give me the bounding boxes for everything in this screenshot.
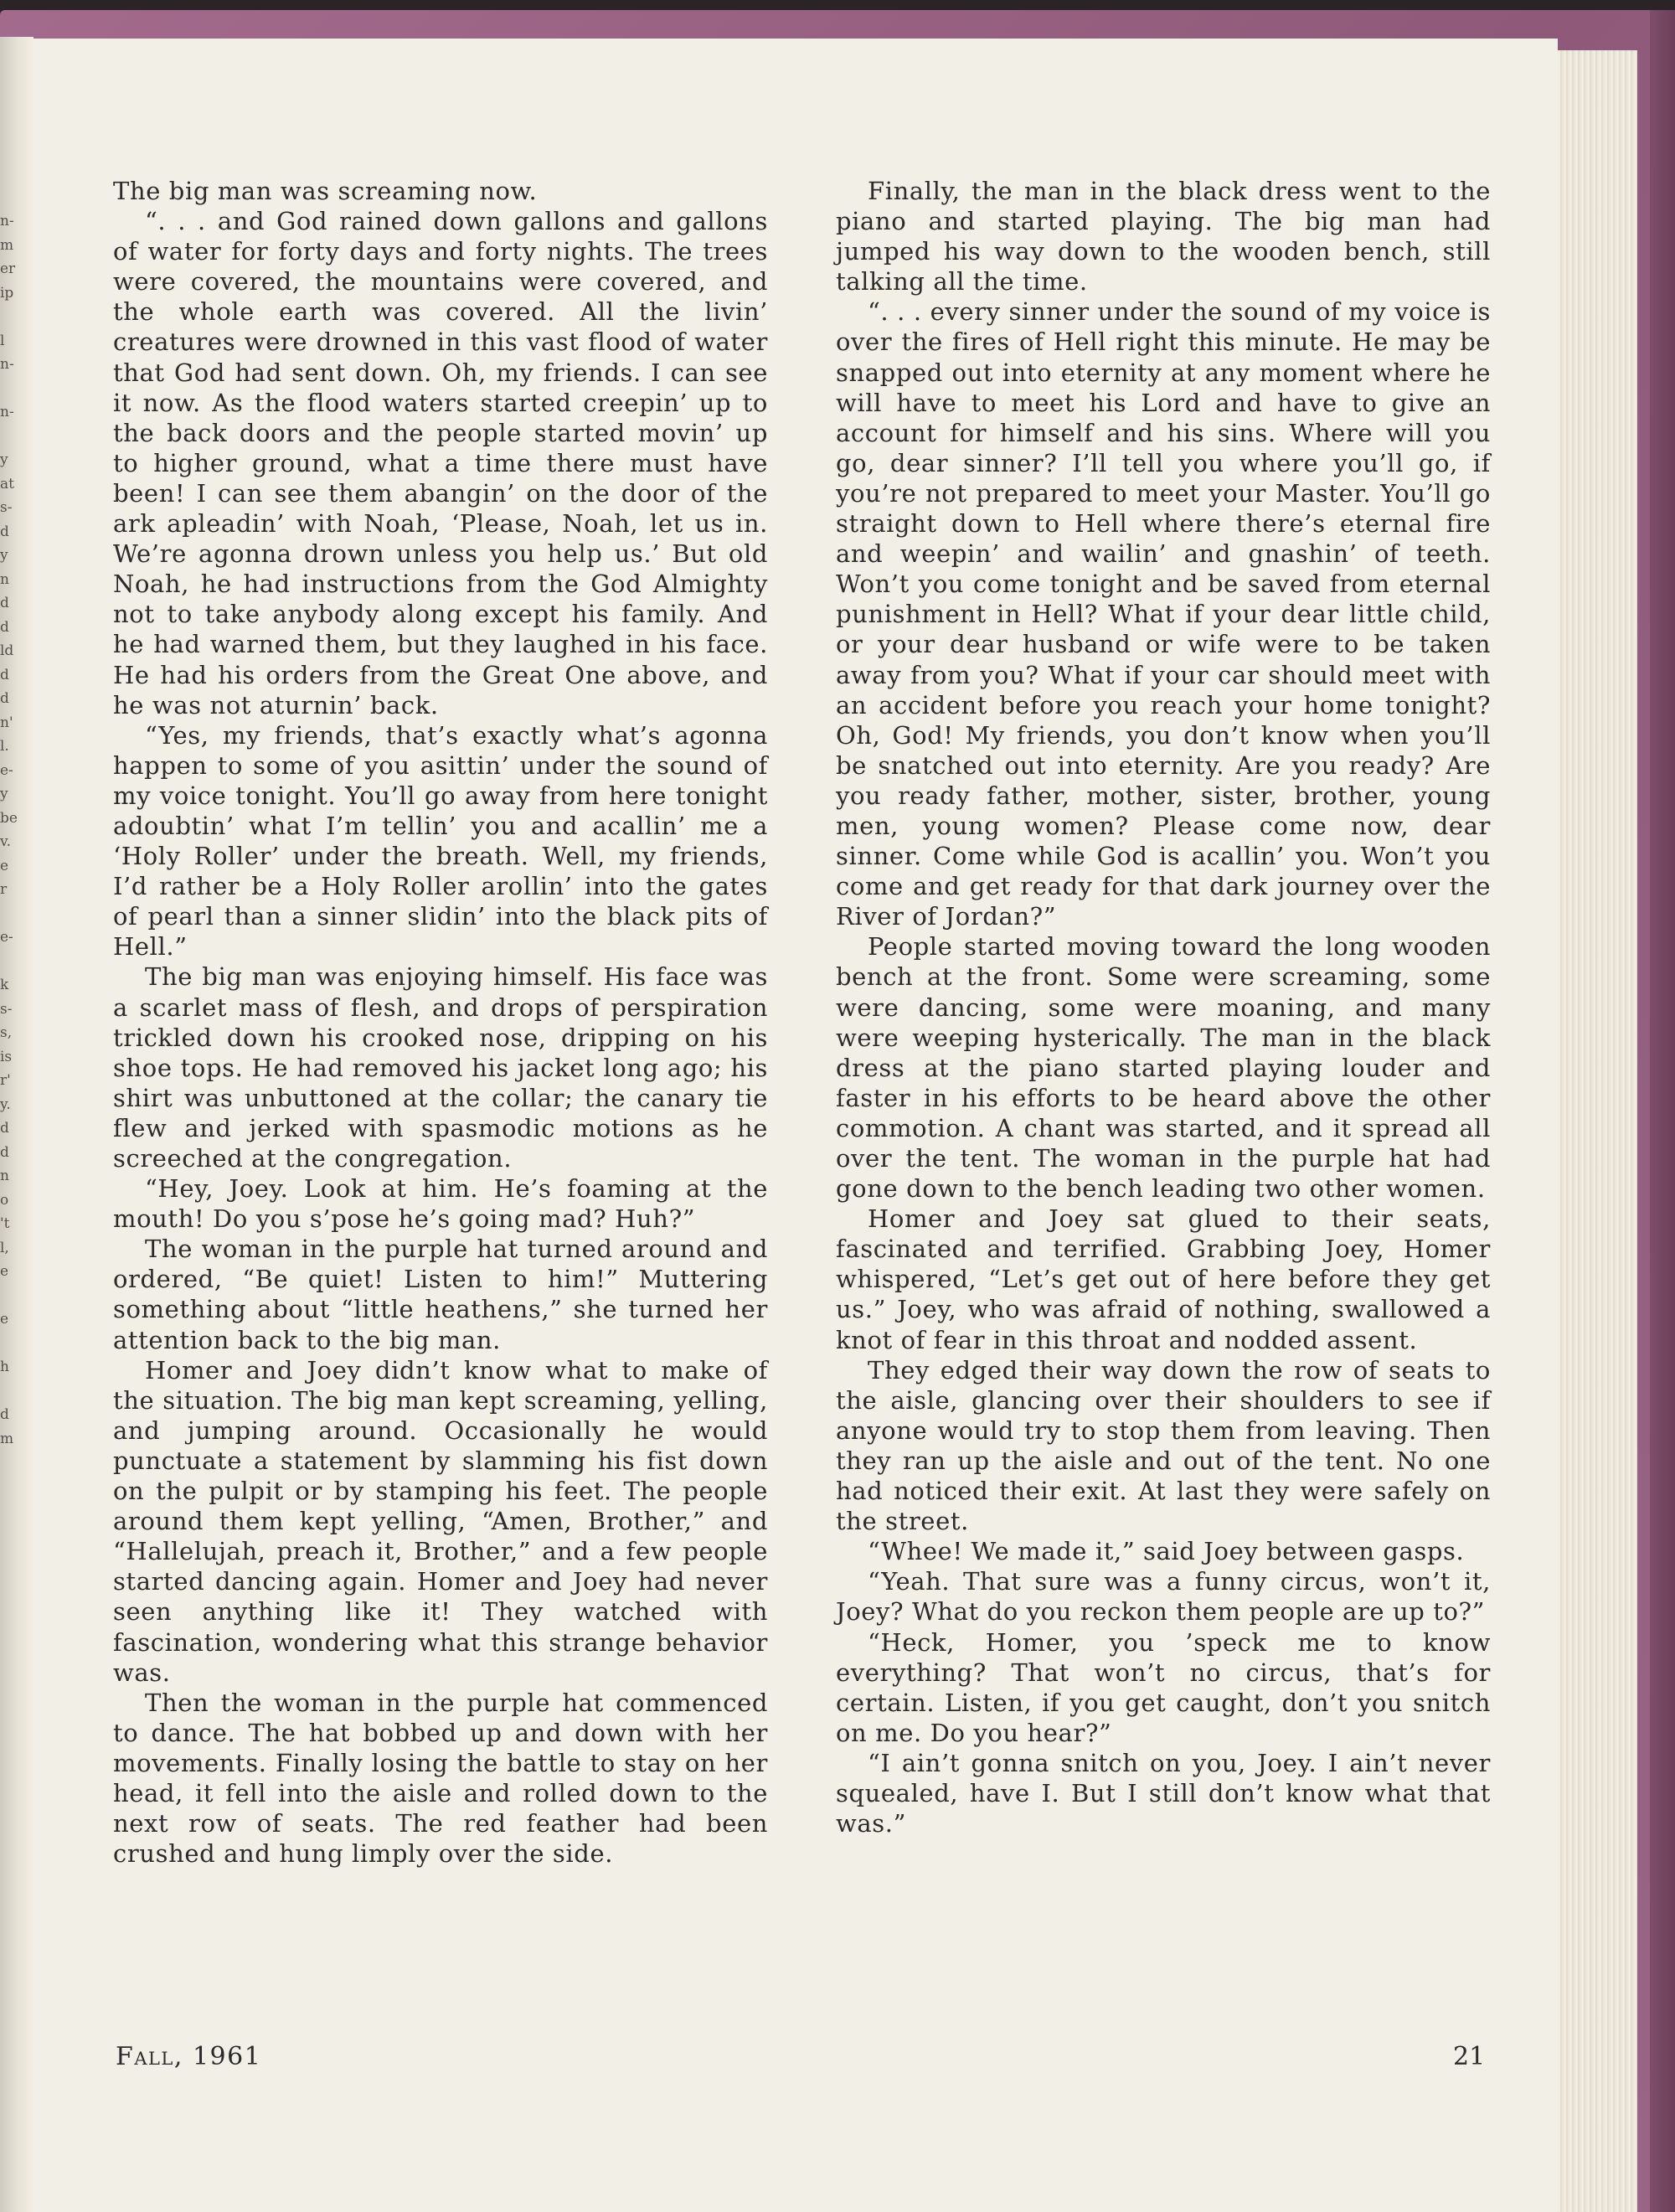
gutter-fragment: n- bbox=[0, 356, 14, 373]
gutter-fragment: y. bbox=[0, 1096, 11, 1113]
gutter-fragment bbox=[0, 377, 25, 401]
facing-page-text-fragments bbox=[0, 209, 25, 1451]
gutter-fragment: d bbox=[0, 523, 9, 540]
gutter-fragment: ip bbox=[0, 284, 14, 302]
paragraph: “Yeah. That sure was a funny circus, won’t it, Joey? What do you reckon them people are up to?” bbox=[836, 1567, 1491, 1627]
paragraph: “. . . and God rained down gallons and gallons of water for forty days and forty nights. The trees were covered, the mountains were covered, and the whole earth was covered. All the livin’ creatures were drowned in this vast flood of water that God had sent down. Oh, my friends. I can see it now. As the flood waters started creepin’ up to the back doors and the people started movin’ up to higher ground, what a time there must have been! I can see them abangin’ on the door of the ark apleadin’ with Noah, ‘Please, Noah, let us in. We’re agonna drown unless you help us.’ But old Noah, he had instructions from the God Almighty not to take anybody along except his family. And he had warned them, but they laughed in his face. He had his orders from the Great One above, and he was not aturnin’ back. bbox=[113, 207, 768, 719]
gutter-fragment: d bbox=[0, 1120, 9, 1137]
paragraph: People started moving toward the long wooden bench at the front. Some were screaming, some were dancing, some were moaning, and many were weeping hysterically. The man in the black dress at the piano started playing louder and faster in his efforts to be heard above the other commotion. A chant was started, and it spread all over the tent. The woman in the purple hat had gone down to the bench leading two other women. bbox=[836, 932, 1491, 1204]
gutter-fragment: e bbox=[0, 1311, 9, 1328]
paragraph: Finally, the man in the black dress went to the piano and started playing. The big man had jumped his way down to the wooden bench, still talking all the time. bbox=[836, 177, 1491, 296]
gutter-fragment: n- bbox=[0, 213, 14, 229]
paragraph: Then the woman in the purple hat commenced to dance. The hat bobbed up and down with her movements. Finally losing the battle to stay on her head, it fell into the aisle and rolled down to the next row of seats. The red feather had been crushed and hung limply over the side. bbox=[113, 1688, 768, 1869]
gutter-fragment bbox=[0, 902, 25, 926]
paragraph: The woman in the purple hat turned around and ordered, “Be quiet! Listen to him!” Muttering something about “little heathens,” she turned her attention back to the big man. bbox=[113, 1235, 768, 1354]
gutter-fragment: d bbox=[0, 595, 9, 611]
gutter-fragment: s, bbox=[0, 1024, 13, 1041]
gutter-fragment: l, bbox=[0, 1239, 9, 1256]
paragraph: “. . . every sinner under the sound of my voice is over the fires of Hell right this minute. He may be snapped out into eternity at any moment where he will have to meet his Lord and have to give an account for himself and his sins. Where will you go, dear sinner? I’ll tell you where you’ll go, if you’re not prepared to meet your Master. You’ll go straight down to Hell where there’s eternal fire and weepin’ and wailin’ and gnashin’ of teeth. Won’t you come tonight and be saved from eternal punishment in Hell? What if your dear little child, or your dear husband or wife were to be taken away from you? What if your car should meet with an accident before you reach your home tonight? Oh, God! My friends, you don’t know when you’ll be snatched out into eternity. Are you ready? Are you ready father, mother, sister, brother, young men, young women? Please come now, dear sinner. Come while God is acallin’ you. Won’t you come and get ready for that dark journey over the River of Jordan?” bbox=[836, 297, 1491, 931]
paragraph: Homer and Joey didn’t know what to make of the situation. The big man kept screaming, yelling, and jumping around. Occasionally he would punctuate a statement by slamming his fist down on the pulpit or by stamping his feet. The people around them kept yelling, “Amen, Brother,” and “Hallelujah, preach it, Brother,” and a few people started dancing again. Homer and Joey had never seen anything like it! They watched with fascination, wondering what this strange behavior was. bbox=[113, 1355, 768, 1687]
gutter-fragment: s- bbox=[0, 1000, 13, 1018]
gutter-fragment: e- bbox=[0, 761, 13, 779]
gutter-fragment: at bbox=[0, 475, 14, 492]
gutter-fragment bbox=[0, 1379, 25, 1404]
gutter-fragment: 't bbox=[0, 1215, 10, 1232]
issue-footer: Fall, 1961 bbox=[116, 2042, 262, 2071]
gutter-fragment: n bbox=[0, 1168, 9, 1184]
cover-edge bbox=[1650, 10, 1675, 2212]
gutter-fragment: e bbox=[0, 857, 9, 874]
gutter-fragment: is bbox=[0, 1048, 13, 1065]
gutter-fragment: k bbox=[0, 977, 9, 993]
gutter-fragment: l bbox=[0, 332, 5, 349]
gutter-fragment: y bbox=[0, 547, 8, 564]
page-number: 21 bbox=[1453, 2042, 1486, 2071]
gutter-fragment: e- bbox=[0, 929, 13, 946]
paragraph: “Yes, my friends, that’s exactly what’s agonna happen to some of you asittin’ under the sound of my voice tonight. You’ll go away from here tonight adoubtin’ what I’m tellin’ you and acallin’ me a ‘Holy Roller’ under the breath. Well, my friends, I’d rather be a Holy Roller arollin’ into the gates of pearl than a sinner slidin’ into the black pits of Hell.” bbox=[113, 720, 768, 962]
right-column bbox=[836, 176, 1491, 1838]
gutter-fragment: d bbox=[0, 1143, 9, 1161]
gutter-fragment: v. bbox=[0, 833, 11, 850]
left-column bbox=[113, 176, 768, 1869]
gutter-fragment: n' bbox=[0, 714, 13, 731]
gutter-fragment: be bbox=[0, 809, 18, 827]
gutter-fragment: y bbox=[0, 786, 8, 802]
paragraph: “Heck, Homer, you ’speck me to know everything? That won’t no circus, that’s for certain. Listen, if you get caught, don’t you snitch on me. Do you hear?” bbox=[836, 1627, 1491, 1747]
gutter-fragment: s- bbox=[0, 499, 13, 516]
paragraph: They edged their way down the row of seats to the aisle, glancing over their shoulders to see if anyone would try to stop them from leaving. Then they ran up the aisle and out of the tent. No one had noticed their exit. At last they were safely on the street. bbox=[836, 1355, 1491, 1536]
gutter-fragment: r' bbox=[0, 1072, 11, 1089]
gutter-fragment bbox=[0, 1284, 25, 1308]
gutter-fragment: e bbox=[0, 1263, 9, 1280]
gutter-fragment: r bbox=[0, 881, 8, 898]
gutter-fragment: n- bbox=[0, 404, 14, 420]
gutter-fragment: l. bbox=[0, 738, 9, 755]
paragraph: Homer and Joey sat glued to their seats, fascinated and terrified. Grabbing Joey, Homer whispered, “Let’s get out of here before they get us.” Joey, who was afraid of nothing, swallowed a knot of fear in this throat and nodded assent. bbox=[836, 1204, 1491, 1354]
gutter-fragment: o bbox=[0, 1191, 9, 1209]
gutter-fragment: d bbox=[0, 1406, 9, 1423]
gutter-fragment bbox=[0, 305, 25, 329]
paragraph: The big man was enjoying himself. His face was a scarlet mass of flesh, and drops of perspiration trickled down his crooked nose, dripping on his shoe tops. He had removed his jacket long ago; his shirt was unbuttoned at the collar; the canary tie flew and jerked with spasmodic motions as he screeched at the congregation. bbox=[113, 962, 768, 1173]
paragraph: The big man was screaming now. bbox=[113, 177, 538, 205]
gutter-fragment: d bbox=[0, 690, 9, 707]
paragraph: “Hey, Joey. Look at him. He’s foaming at the mouth! Do you s’pose he’s going mad? Huh?” bbox=[113, 1174, 768, 1234]
gutter-fragment: m bbox=[0, 1430, 14, 1447]
gutter-fragment: d bbox=[0, 618, 9, 636]
gutter-fragment bbox=[0, 950, 25, 974]
paragraph: “I ain’t gonna snitch on you, Joey. I ain’t never squealed, have I. But I still don’t know what that was.” bbox=[836, 1748, 1491, 1838]
gutter-fragment: y bbox=[0, 451, 8, 468]
gutter-fragment: n bbox=[0, 570, 9, 588]
paragraph: “Whee! We made it,” said Joey between gasps. bbox=[868, 1537, 1465, 1566]
gutter-fragment: m bbox=[0, 236, 14, 254]
gutter-fragment: d bbox=[0, 666, 9, 683]
gutter-fragment bbox=[0, 1332, 25, 1356]
gutter-fragment: ld bbox=[0, 642, 14, 659]
page-stack-edge bbox=[1556, 50, 1637, 2212]
gutter-fragment bbox=[0, 425, 25, 449]
gutter-fragment: h bbox=[0, 1359, 9, 1375]
gutter-fragment: er bbox=[0, 260, 16, 277]
